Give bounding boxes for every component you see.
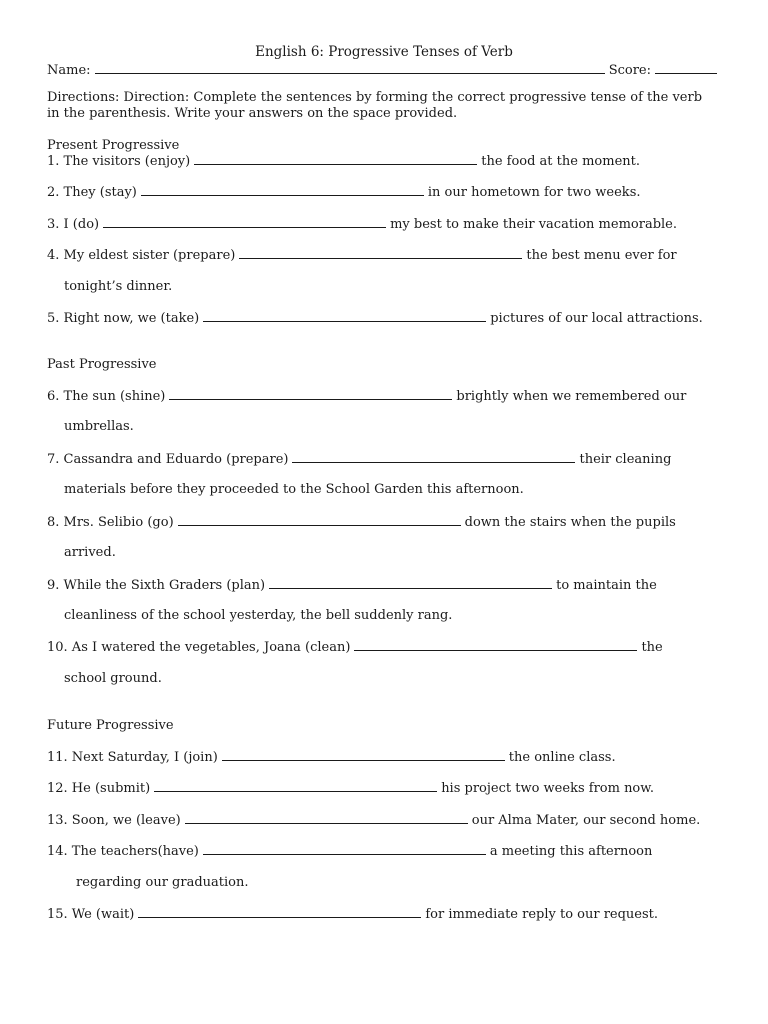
name-blank[interactable]	[95, 60, 605, 74]
item-text: the food at the moment.	[481, 154, 640, 169]
answer-blank[interactable]	[222, 748, 505, 761]
item-15	[47, 905, 658, 924]
item-6	[47, 387, 686, 406]
section-heading-present: Present Progressive	[47, 138, 180, 153]
item-text: in our hometown for two weeks.	[427, 185, 641, 200]
answer-blank[interactable]	[103, 215, 386, 228]
item-4-continuation: tonight’s dinner.	[64, 279, 173, 294]
item-3	[47, 215, 677, 234]
answer-blank[interactable]	[239, 246, 522, 259]
answer-blank[interactable]	[138, 905, 421, 918]
item-8	[47, 513, 676, 532]
item-text: 3. I (do)	[47, 217, 100, 232]
item-10	[47, 638, 663, 657]
item-9-continuation: cleanliness of the school yesterday, the bell suddenly rang.	[64, 608, 453, 623]
item-text: 14. The teachers(have)	[47, 844, 199, 859]
directions-text: Directions: Direction: Complete the sentences by forming the correct progressive tense of the verb in the parenthesis. Write your answers on the space provided.	[47, 90, 703, 121]
item-text: 11. Next Saturday, I (join)	[47, 750, 218, 765]
item-text: 7. Cassandra and Eduardo (prepare)	[47, 452, 289, 467]
item-text: 5. Right now, we (take)	[47, 311, 200, 326]
item-text: down the stairs when the pupils	[464, 515, 676, 530]
item-text: for immediate reply to our request.	[425, 907, 659, 922]
answer-blank[interactable]	[194, 152, 477, 165]
item-10-continuation: school ground.	[64, 671, 162, 686]
section-heading-past: Past Progressive	[47, 357, 157, 372]
item-text: 2. They (stay)	[47, 185, 137, 200]
item-text: 1. The visitors (enjoy)	[47, 154, 191, 169]
item-2	[47, 183, 641, 202]
item-text: the best menu ever for	[526, 248, 677, 263]
item-13	[47, 811, 700, 830]
item-6-continuation: umbrellas.	[64, 419, 134, 434]
item-text: their cleaning	[579, 452, 672, 467]
item-text: to maintain the	[556, 578, 657, 593]
item-text: 15. We (wait)	[47, 907, 135, 922]
item-12	[47, 779, 654, 798]
score-label: Score:	[608, 63, 651, 78]
name-label: Name:	[47, 63, 91, 78]
answer-blank[interactable]	[178, 513, 461, 526]
item-text: our Alma Mater, our second home.	[471, 813, 701, 828]
item-5	[47, 309, 703, 328]
item-text: 13. Soon, we (leave)	[47, 813, 181, 828]
item-text: 8. Mrs. Selibio (go)	[47, 515, 174, 530]
name-score-row	[47, 60, 717, 80]
answer-blank[interactable]	[203, 309, 486, 322]
answer-blank[interactable]	[269, 576, 552, 589]
score-blank[interactable]	[655, 60, 717, 74]
answer-blank[interactable]	[154, 779, 437, 792]
answer-blank[interactable]	[185, 811, 468, 824]
item-14	[47, 842, 652, 861]
section-heading-future: Future Progressive	[47, 718, 174, 733]
answer-blank[interactable]	[169, 387, 452, 400]
item-9	[47, 576, 657, 595]
item-text: 6. The sun (shine)	[47, 389, 166, 404]
item-text: 10. As I watered the vegetables, Joana (clean)	[47, 640, 351, 655]
item-7-continuation: materials before they proceeded to the School Garden this afternoon.	[64, 482, 524, 497]
item-8-continuation: arrived.	[64, 545, 116, 560]
item-text: the online class.	[508, 750, 616, 765]
item-1	[47, 152, 640, 171]
item-7	[47, 450, 671, 469]
item-text: the	[641, 640, 663, 655]
worksheet-title: English 6: Progressive Tenses of Verb	[255, 44, 513, 60]
item-text: a meeting this afternoon	[489, 844, 653, 859]
answer-blank[interactable]	[203, 842, 486, 855]
answer-blank[interactable]	[141, 183, 424, 196]
item-text: 4. My eldest sister (prepare)	[47, 248, 236, 263]
item-14-continuation: regarding our graduation.	[76, 875, 249, 890]
item-text: pictures of our local attractions.	[490, 311, 703, 326]
item-text: brightly when we remembered our	[456, 389, 687, 404]
item-4	[47, 246, 677, 265]
answer-blank[interactable]	[292, 450, 575, 463]
item-text: 12. He (submit)	[47, 781, 151, 796]
item-text: 9. While the Sixth Graders (plan)	[47, 578, 266, 593]
item-text: his project two weeks from now.	[441, 781, 654, 796]
item-text: my best to make their vacation memorable.	[390, 217, 677, 232]
item-11	[47, 748, 616, 767]
answer-blank[interactable]	[354, 638, 637, 651]
